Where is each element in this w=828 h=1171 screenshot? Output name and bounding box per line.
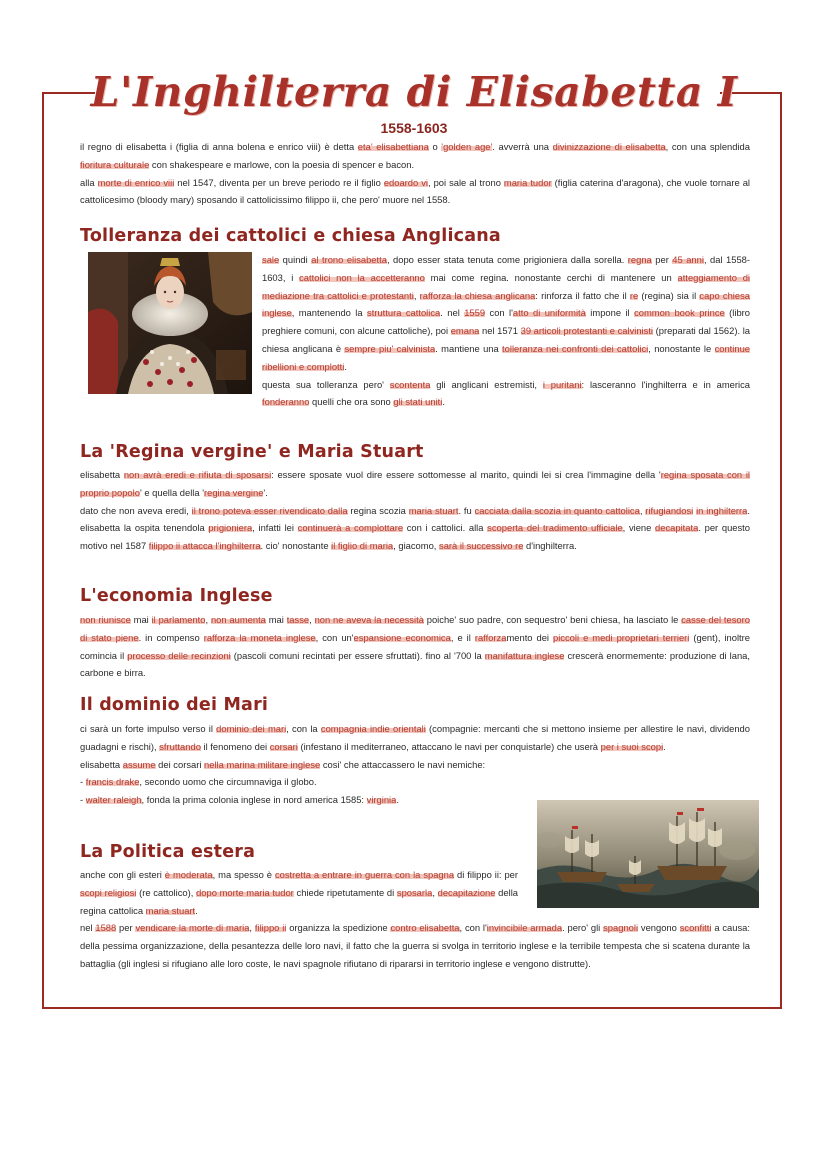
highlighted-term: decapitata [655, 522, 699, 534]
highlighted-term: regina vergine [204, 486, 264, 498]
section-paragraph: non riunisce mai il parlamento, non aumenta mai tasse, non ne aveva la necessità poiche' suo padre, con sequestro' beni chiesa, ha lasciato le casse del tesoro di stato piene. in compenso rafforza la moneta inglese, con un'espansione economica, e il rafforzamento dei piccoli e medi proprietari terrieri (gent), inoltre comincia il processo delle recinzioni (pascoli comuni recintati per essere sfruttati). fino al '700 la manifattura inglese crescerà enormemente: produzione di lana, carbone e birra. [80, 614, 750, 679]
highlighted-term: per i suoi scopi [600, 740, 664, 752]
highlighted-term: atteggiamento di mediazione tra cattolici e protestanti [262, 271, 751, 301]
highlighted-term: tolleranza nei confronti dei cattolici [502, 342, 649, 354]
highlighted-term: rafforza la chiesa anglicana [419, 289, 536, 301]
highlighted-term: invincibile armada [486, 922, 563, 934]
highlighted-term: 'golden age' [441, 141, 493, 152]
highlighted-term: cattolici non la accetteranno [299, 271, 425, 283]
highlighted-term: casse del tesoro di stato piene [80, 614, 750, 643]
highlighted-term: prigioniera [208, 522, 253, 534]
section-heading-politica-estera: La Politica estera [80, 842, 256, 862]
date-range: 1558-1603 [380, 120, 448, 136]
section-heading-regina-vergine: La 'Regina vergine' e Maria Stuart [80, 442, 424, 462]
section-text-regina-vergine [80, 466, 750, 555]
highlighted-term: sale [262, 254, 280, 265]
highlighted-term: maria stuart [145, 904, 196, 916]
highlighted-term: sfruttando [159, 740, 201, 752]
section-paragraph: elisabetta non avrà eredi e rifiuta di sposarsi: essere sposate vuol dire essere sottomesse al marito, quindi lei si crea l'immagine della 'regina sposata con il proprio popolo' e quella della 'regina vergine'. [80, 469, 750, 498]
highlighted-term: cacciata dalla scozia in quanto cattolica [474, 504, 640, 516]
section-paragraph: - walter raleigh, fonda la prima colonia inglese in nord america 1585: virginia. [80, 794, 399, 806]
section-paragraph: elisabetta assume dei corsari nella marina militare inglese cosi' che attaccassero le navi nemiche: [80, 758, 486, 770]
highlighted-term: eta' elisabettiana [357, 141, 429, 152]
section-paragraph: anche con gli esteri è moderata, ma spesso è costretta a entrare in guerra con la spagna di filippo ii: per scopi religiosi (re cattolico), dopo morte maria tudor chiede ripetutamente di sposarla, decapitazione della regina cattolica maria stuart. [80, 869, 519, 916]
highlighted-term: maria stuart [408, 504, 459, 516]
section-paragraph: sale quindi al trono elisabetta, dopo esser stata tenuta come prigioniera dalla sorella. regna per 45 anni, dal 1558-1603, i cattolici non la accetteranno mai come regina. nonostante cerchi di mantenere un atteggiamento di mediazione tra cattolici e protestanti, rafforza la chiesa anglicana: rinforza il fatto che il re (regina) sia il capo chiesa inglese, mantenendo la struttura cattolica. nel 1559 con l'atto di uniformità impone il common book prince (libro preghiere comuni, con alcune cattoliche), poi emana nel 1571 39 articoli protestanti e calvinisti (preparati dal 1562). la chiesa anglicana è sempre piu' calvinista. mantiene una tolleranza nei confronti dei cattolici, nonostante le continue ribellioni e complotti. [262, 254, 751, 372]
highlighted-term: vendicare la morte di maria [135, 922, 250, 934]
portrait-image [88, 252, 252, 394]
highlighted-term: espansione economica [353, 631, 451, 643]
highlighted-term: piccoli e medi proprietari terrieri [553, 631, 690, 643]
highlighted-term: decapitazione [437, 886, 496, 898]
highlighted-term: 45 anni [672, 254, 704, 265]
highlighted-term: continuerà a complottare [297, 522, 404, 534]
highlighted-term: common book prince [634, 307, 725, 319]
highlighted-term: corsari [269, 740, 298, 752]
highlighted-term: fioritura culturale [80, 158, 150, 170]
highlighted-term: 1559 [464, 307, 486, 319]
highlighted-term: rafforza la moneta inglese [203, 631, 316, 643]
highlighted-term: virginia [366, 794, 397, 806]
highlighted-term: francis drake [85, 776, 140, 788]
highlighted-term: non avrà eredi e rifiuta di sposarsi [123, 469, 272, 480]
highlighted-term: il parlamento [151, 614, 206, 625]
intro-paragraph: alla morte di enrico viii nel 1547, diventa per un breve periodo re il figlio edoardo vi, poi sale al trono maria tudor (figlia caterina d'aragona), che vuole tornare al cattolicesimo (bloody mary) sposando il cattolicissimo filippo ii, che pero' muore nel 1558. [80, 176, 751, 206]
highlighted-term: tasse [286, 614, 310, 625]
highlighted-term: emana [450, 325, 480, 337]
highlighted-term: scopi religiosi [80, 886, 137, 898]
highlighted-term: divinizzazione di elisabetta [552, 141, 666, 152]
highlighted-term: re [629, 289, 639, 301]
highlighted-term: continue ribellioni e complotti [262, 342, 751, 372]
section-paragraph: questa sua tolleranza pero' scontenta gli anglicani estremisti, i puritani: lasceranno l'inghilterra e in america fonderanno quelli che ora sono gli stati uniti. [262, 378, 751, 408]
highlighted-term: sempre piu' calvinista [344, 342, 436, 354]
section-paragraph: ci sarà un forte impulso verso il dominio dei mari, con la compagnia indie orientali (compagnie: mercanti che si mettono insieme per allestire le navi, dividendo guadagni e rischi), sfruttando il fenomeno dei corsari (infestano il mediterraneo, attaccano le navi per conquistarle) che userà per i suoi scopi. [80, 723, 750, 752]
section-paragraph: dato che non aveva eredi, il trono poteva esser rivendicato dalla regina scozia maria stuart. fu cacciata dalla scozia in quanto cattolica, rifugiandosi in inghilterra. elisabetta la ospita tenendola prigioniera, infatti lei continuerà a complottare con i cattolici. alla scoperta del tradimento ufficiale, viene decapitata. per questo motivo nel 1587 filippo ii attacca l'inghilterra. cio' nonostante il figlio di maria, giacomo, sarà il successivo re d'inghilterra. [80, 504, 751, 552]
highlighted-term: rifugiandosi [645, 504, 694, 516]
highlighted-term: edoardo vi [383, 176, 428, 188]
section-heading-economia: L'economia Inglese [80, 586, 273, 606]
highlighted-term: al trono elisabetta [311, 254, 387, 265]
highlighted-term: atto di uniformità [512, 307, 586, 319]
highlighted-term: filippo ii [254, 922, 287, 934]
highlighted-term: sconfitti [679, 922, 712, 934]
highlighted-term: rafforza [474, 631, 507, 643]
highlighted-term: dopo morte maria tudor [196, 886, 294, 898]
intro-text [80, 138, 750, 209]
highlighted-term: processo delle recinzioni [127, 649, 231, 661]
highlighted-term: regina sposata con il proprio popolo [80, 469, 750, 498]
section-heading-tolleranza: Tolleranza dei cattolici e chiesa Anglicana [80, 226, 501, 246]
section-heading-dominio-mari: Il dominio dei Mari [80, 695, 269, 715]
highlighted-term: capo chiesa inglese [262, 289, 750, 319]
highlighted-term: fonderanno [262, 396, 310, 408]
highlighted-term: costretta a entrare in guerra con la spagna [274, 869, 455, 880]
highlighted-term: in inghilterra [696, 504, 748, 516]
highlighted-term: scontenta [389, 378, 431, 390]
intro-paragraph: il regno di elisabetta i (figlia di anna bolena e enrico viii) è detta eta' elisabettiana o 'golden age'. avverrà una divinizzazione di elisabetta, con una splendida fioritura culturale con shakespeare e marlowe, con la poesia di spencer e bacon. [80, 141, 750, 170]
section-text-politica-estera [80, 866, 750, 973]
highlighted-term: i puritani [542, 378, 582, 390]
page-title: L'Inghilterra di Elisabetta I [90, 68, 738, 116]
highlighted-term: struttura cattolica [367, 307, 441, 319]
highlighted-term: scoperta del tradimento ufficiale [487, 522, 623, 534]
highlighted-term: nella marina militare inglese [204, 758, 321, 770]
highlighted-term: assume [122, 758, 156, 770]
highlighted-term: dominio dei mari [216, 723, 287, 734]
highlighted-term: walter raleigh [85, 794, 142, 806]
highlighted-term: non riunisce [80, 614, 131, 625]
highlighted-term: il figlio di maria [331, 540, 394, 552]
highlighted-term: spagnoli [603, 922, 639, 934]
highlighted-term: non aumenta [210, 614, 266, 625]
highlighted-term: è moderata [164, 869, 213, 880]
highlighted-term: maria tudor [503, 176, 552, 188]
highlighted-term: contro elisabetta [390, 922, 460, 934]
highlighted-term: gli stati uniti [393, 396, 443, 408]
section-text-tolleranza [262, 251, 750, 411]
section-text-economia [80, 611, 750, 682]
section-paragraph: - francis drake, secondo uomo che circumnaviga il globo. [80, 776, 317, 788]
highlighted-term: 39 articoli protestanti e calvinisti [520, 325, 654, 337]
highlighted-term: 1588 [95, 922, 117, 934]
highlighted-term: manifattura inglese [484, 649, 565, 661]
highlighted-term: morte di enrico viii [97, 176, 175, 188]
highlighted-term: regna [627, 254, 652, 265]
highlighted-term: filippo ii attacca l'inghilterra [148, 540, 261, 552]
highlighted-term: sposarla [396, 886, 433, 898]
section-paragraph: nel 1588 per vendicare la morte di maria, filippo ii organizza la spedizione contro elisabetta, con l'invincibile armada. pero' gli spagnoli vengono sconfitti a causa: della pessima organizzazione, della pesantezza delle loro navi, il fatto che la guerra si svolga in territorio inglese e la terribile tempesta che si scatena durante la battaglia (gli inglesi si rifugiano alle loro coste, le navi spagnole rifiutano di ripararsi in territorio inglese e vengono distrutte). [80, 922, 750, 969]
highlighted-term: non ne aveva la necessità [314, 614, 424, 625]
highlighted-term: compagnia indie orientali [320, 723, 426, 734]
highlighted-term: il trono poteva esser rivendicato dalla [191, 504, 348, 516]
section-text-dominio-mari [80, 720, 750, 809]
highlighted-term: sarà il successivo re [439, 540, 524, 552]
portrait-of-queen-elizabeth [88, 252, 252, 394]
